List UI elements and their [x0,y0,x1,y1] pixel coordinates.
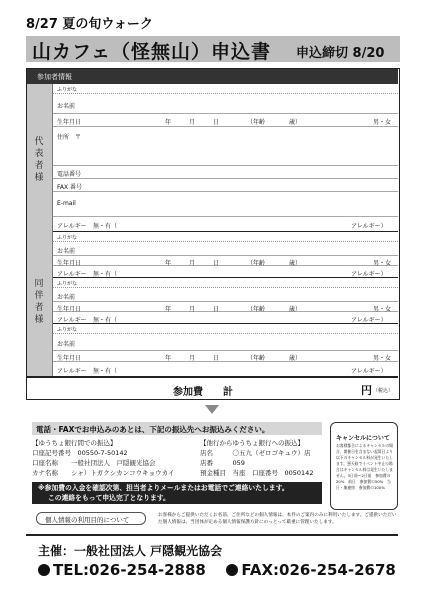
month-label: 月 [189,260,196,267]
footer-rule [26,534,398,536]
form-title: 山カフェ（怪無山）申込書 [32,41,272,63]
name-label: お名前 [57,294,76,301]
other-store-name: 店名 〇五九（ゼロゴキュウ）店 [200,449,311,457]
name-label: お名前 [57,341,76,348]
rep-address-row[interactable] [53,127,398,166]
age-open: （年齢 [247,119,266,126]
fax-number[interactable]: FAX:026-254-2678 [241,561,396,579]
rep-allergy-row[interactable] [53,217,398,232]
comp2-furigana-row[interactable] [53,278,398,288]
representative-sidebar [27,84,53,232]
application-form [26,68,400,400]
year-label: 年 [165,306,172,313]
name-label: お名前 [57,103,76,110]
yucho-kana-name: カナ名称 シャ）トガクシカンコウキョウカイ [32,469,175,477]
allergy-choice[interactable]: 無・有（ [93,223,118,230]
other-store-no: 店番 059 [200,459,245,467]
month-label: 月 [189,306,196,313]
age-close: 歳） [289,119,302,126]
companion-sidebar [27,232,53,376]
allergy-right: アレルギー） [351,317,387,324]
day-label: 日 [213,119,220,126]
comp2-name-row[interactable] [53,288,398,302]
address-label: 住所 〒 [57,134,82,141]
comp3-name-row[interactable] [53,334,398,351]
birthdate-label: 生年月日 [57,355,82,362]
furigana-label: ふりがな [57,87,78,93]
rep-name-row[interactable] [53,94,398,114]
gender-option[interactable]: 男・女 [373,355,392,362]
rep-fax-row[interactable] [53,179,398,192]
notice-line-2: この連絡をもって申込完了となります。 [48,494,170,502]
notice-line-1: ※参加費の入金を確認次第、担当者よりメールまたはお電話でご連絡いたします。 [38,484,289,492]
gender-option[interactable]: 男・女 [373,306,392,313]
age-open: （年齢 [247,355,266,362]
comp1-furigana-row[interactable] [53,232,398,242]
day-label: 日 [213,306,220,313]
comp2-birth-row[interactable] [53,302,398,312]
year-label: 年 [165,260,172,267]
organizer: 主催：一般社団法人 戸隠観光協会 [38,544,223,558]
age-open: （年齢 [247,306,266,313]
gender-option[interactable]: 男・女 [373,119,392,126]
down-arrow-icon [205,405,219,414]
comp2-allergy-row[interactable] [53,312,398,324]
comp1-allergy-row[interactable] [53,266,398,278]
day-label: 日 [213,355,220,362]
event-line: 8/27 夏の旬ウォーク [26,17,153,32]
allergy-label: アレルギー [57,223,87,230]
rep-phone-row[interactable] [53,166,398,179]
furigana-label: ふりがな [57,327,78,333]
allergy-label: アレルギー [57,368,87,375]
furigana-label: ふりがな [57,281,78,287]
comp3-birth-row[interactable] [53,351,398,362]
payment-instruction: 電話・FAXでお申込みのあとは、下記の振込先へお振込みください。 [32,422,322,435]
comp1-name-row[interactable] [53,242,398,256]
yucho-title: 【ゆうちょ銀行間での振込】 [32,439,117,447]
yucho-account-name: 口座名称 一般社団法人 戸隠観光協会 [32,459,156,467]
birthdate-label: 生年月日 [57,306,82,313]
other-bank-title: 【他行からゆうちょ銀行への振込】 [200,439,304,447]
companion-label: 同伴者様 [34,279,44,325]
rep-furigana-row[interactable] [53,84,398,94]
allergy-label: アレルギー [57,317,87,324]
year-label: 年 [165,355,172,362]
other-deposit: 預金種目 当座 口座番号 0050142 [200,469,314,477]
phone-label: 電話番号 [57,171,82,178]
bullet-icon [38,564,50,576]
confirmation-notice [32,482,322,504]
privacy-label: 個人情報の利用目的について [36,512,146,525]
bullet-icon [226,564,238,576]
gender-option[interactable]: 男・女 [373,260,392,267]
cancel-body: お客様都合によるキャンセルの場合、開催日を含まない起算日より以下のキャンセル料が発生いたします。悪天候でイベント中止の場合はキャンセル料は発生いたしません。3日前〜2日前 参加費の20% 前日 参加費の50% 当日・無連絡 参加費の100% [336,443,393,490]
birthdate-label: 生年月日 [57,119,82,126]
representative-label: 代表者様 [34,137,44,183]
tel-number[interactable]: TEL:026-254-2888 [53,561,206,579]
email-label: E-mail [57,200,76,207]
day-label: 日 [213,260,220,267]
deadline: 申込締切 8/20 [296,46,385,61]
fee-label: 参加費 計 [173,387,233,398]
tax-label: （税込） [373,388,394,394]
month-label: 月 [189,119,196,126]
furigana-label: ふりがな [57,235,78,241]
cancellation-box [330,422,398,510]
allergy-choice[interactable]: 無・有（ [93,271,118,278]
yen-label: 円 [361,384,372,397]
contact-line [38,561,396,579]
comp3-allergy-row[interactable] [53,362,398,376]
allergy-right: アレルギー） [351,223,387,230]
allergy-right: アレルギー） [351,368,387,375]
rep-email-row[interactable] [53,192,398,217]
allergy-choice[interactable]: 無・有（ [93,317,118,324]
name-label: お名前 [57,248,76,255]
fee-total-row[interactable] [27,376,398,400]
comp3-furigana-row[interactable] [53,324,398,334]
age-close: 歳） [289,306,302,313]
age-open: （年齢 [247,260,266,267]
month-label: 月 [189,355,196,362]
rep-birth-row[interactable] [53,114,398,127]
section-title: 参加者情報 [27,69,398,84]
yucho-account-no: 口座記号番号 00550-7-50142 [32,449,128,457]
year-label: 年 [165,119,172,126]
birthdate-label: 生年月日 [57,260,82,267]
comp1-birth-row[interactable] [53,256,398,266]
age-close: 歳） [289,260,302,267]
allergy-choice[interactable]: 無・有（ [93,368,118,375]
fax-label: FAX 番号 [57,184,83,191]
allergy-label: アレルギー [57,271,87,278]
allergy-right: アレルギー） [351,271,387,278]
privacy-text: お客様からご提供いただくお名前、ご住所などの個人情報は、本件のご案内のみに利用いたします。ご提供いただいた個人情報は、当団体が定める個人情報保護方針にのっとって厳重に管理いたします。 [158,513,397,525]
cancel-title: キャンセルについて [336,435,390,442]
age-close: 歳） [289,355,302,362]
